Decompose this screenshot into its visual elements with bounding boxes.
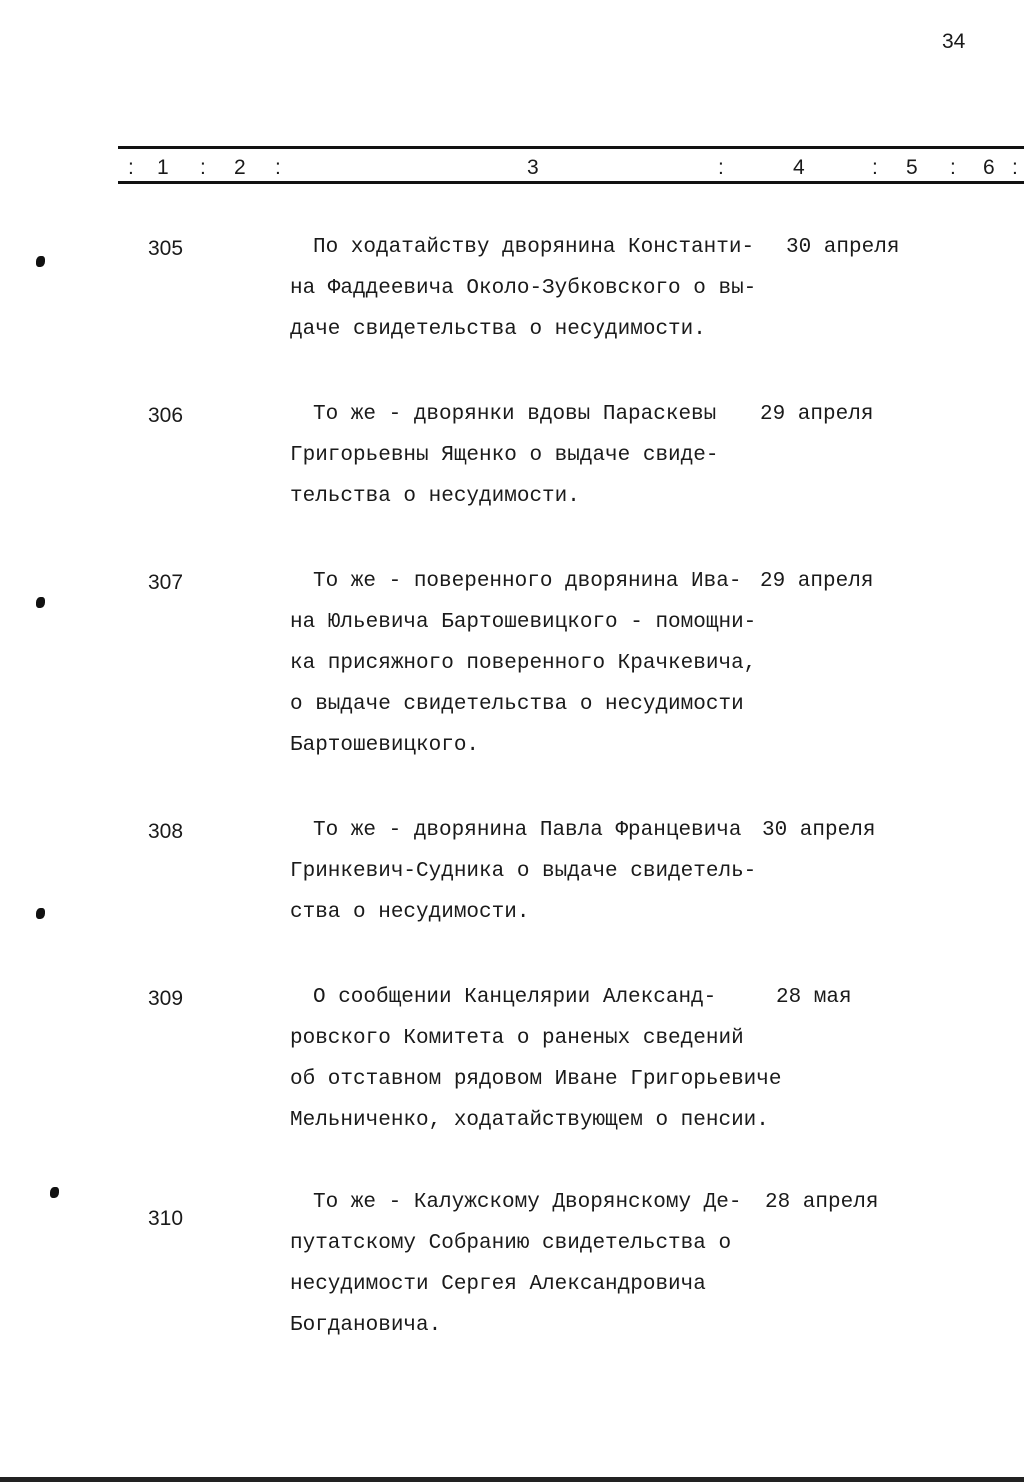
table-header-bottom-rule	[118, 181, 1024, 184]
column-separator: :	[275, 156, 281, 179]
description-line: То же - дворянина Павла Францевича	[313, 819, 742, 842]
column-separator: :	[872, 156, 878, 179]
entry-description	[290, 561, 756, 766]
binding-hole-mark	[36, 597, 45, 608]
page-bottom-edge	[0, 1477, 1024, 1482]
description-line: Гринкевич-Судника о выдаче свидетель-	[290, 860, 757, 883]
binding-hole-mark	[36, 908, 45, 919]
description-line: об отставном рядовом Иване Григорьевиче	[290, 1068, 782, 1091]
column-separator: :	[1012, 156, 1018, 179]
column-separator: :	[200, 156, 206, 179]
entry-description	[290, 977, 781, 1141]
entry-number: 310	[148, 1207, 184, 1230]
description-line: ства о несудимости.	[290, 901, 530, 924]
description-line: О сообщении Канцелярии Александ-	[313, 986, 717, 1009]
description-line: То же - дворянки вдовы Параскевы	[313, 403, 717, 426]
description-line: даче свидетельства о несудимости.	[290, 318, 706, 341]
description-line: ка присяжного поверенного Крачкевича,	[290, 652, 757, 675]
description-line: Григорьевны Ященко о выдаче свиде-	[290, 444, 719, 467]
entry-description	[290, 227, 756, 350]
entry-date: 29 апреля	[760, 570, 874, 593]
description-line: о выдаче свидетельства о несудимости	[290, 693, 744, 716]
column-5-header: 5	[906, 156, 918, 179]
binding-hole-mark	[36, 256, 45, 267]
entry-date: 30 апреля	[786, 236, 900, 259]
entry-number: 308	[148, 820, 184, 843]
entry-description	[290, 810, 756, 933]
column-6-header: 6	[983, 156, 995, 179]
description-line: То же - поверенного дворянина Ива-	[313, 570, 742, 593]
column-4-header: 4	[793, 156, 805, 179]
column-1-header: 1	[157, 156, 169, 179]
description-line: на Юльевича Бартошевицкого - помощни-	[290, 611, 757, 634]
entry-number: 305	[148, 237, 184, 260]
column-separator: :	[128, 156, 134, 179]
table-header-top-rule	[118, 146, 1024, 149]
entry-date: 30 апреля	[762, 819, 876, 842]
entry-date: 28 мая	[776, 986, 852, 1009]
entry-number: 306	[148, 404, 184, 427]
description-line: путатскому Собранию свидетельства о	[290, 1232, 732, 1255]
description-line: ровского Комитета о раненых сведений	[290, 1027, 744, 1050]
description-line: То же - Калужскому Дворянскому Де-	[313, 1191, 742, 1214]
description-line: По ходатайству дворянина Константи-	[313, 236, 755, 259]
description-line: на Фаддеевича Около-Зубковского о вы-	[290, 277, 757, 300]
description-line: несудимости Сергея Александровича	[290, 1273, 706, 1296]
entry-date: 28 апреля	[765, 1191, 879, 1214]
entry-number: 309	[148, 987, 184, 1010]
description-line: Мельниченко, ходатайствующем о пенсии.	[290, 1109, 769, 1132]
column-2-header: 2	[234, 156, 246, 179]
binding-hole-mark	[50, 1187, 59, 1198]
entry-description	[290, 1182, 741, 1346]
description-line: Бартошевицкого.	[290, 734, 480, 757]
column-separator: :	[718, 156, 724, 179]
page-number: 34	[942, 30, 966, 53]
description-line: тельства о несудимости.	[290, 485, 580, 508]
column-separator: :	[950, 156, 956, 179]
description-line: Богдановича.	[290, 1314, 442, 1337]
entry-date: 29 апреля	[760, 403, 874, 426]
entry-description	[290, 394, 718, 517]
column-3-header: 3	[527, 156, 539, 179]
table-column-header	[0, 156, 1024, 182]
entry-number: 307	[148, 571, 184, 594]
